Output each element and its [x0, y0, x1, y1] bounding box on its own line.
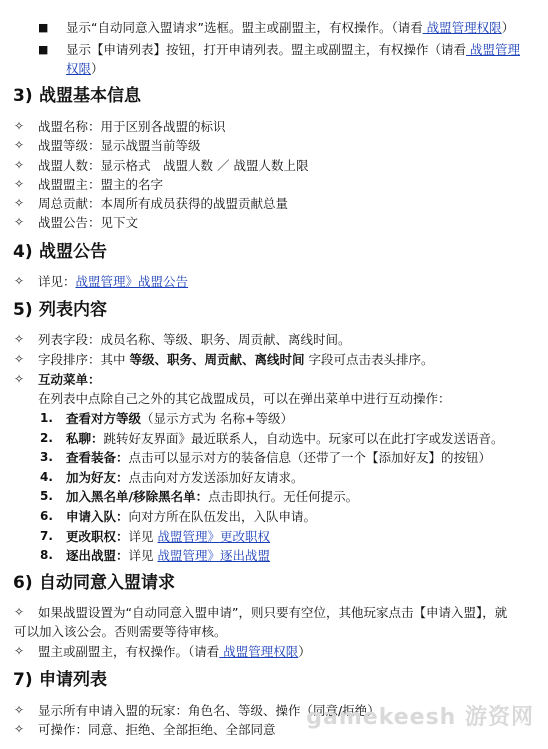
square-bullet-icon: ■	[38, 21, 49, 34]
section-6-heading: 6) 自动同意入盟请求	[13, 573, 175, 593]
diamond-bullet-icon: ✧	[14, 119, 25, 133]
diamond-bullet-icon: ✧	[14, 196, 25, 210]
diamond-bullet-icon: ✧	[14, 177, 25, 191]
diamond-bullet-icon: ✧	[14, 644, 25, 658]
permission-link[interactable]: 战盟管理权限	[219, 644, 299, 659]
bullet-text: 显示【申请列表】按钮，打开申请列表。盟主或副盟主，有权操作（请看	[66, 42, 467, 57]
change-role-link[interactable]: 战盟管理》更改职权	[157, 529, 271, 544]
diamond-bullet-icon: ✧	[14, 722, 25, 736]
square-bullet-icon: ■	[38, 43, 49, 56]
diamond-bullet-icon: ✧	[14, 138, 25, 152]
diamond-bullet-icon: ✧	[14, 605, 25, 619]
diamond-bullet-icon: ✧	[14, 215, 25, 229]
diamond-bullet-icon: ✧	[14, 274, 25, 288]
diamond-bullet-icon: ✧	[14, 332, 25, 346]
bullet-text: 显示“自动同意入盟请求”选框。盟主或副盟主，有权操作。（请看	[66, 20, 423, 35]
section-4-heading: 4) 战盟公告	[13, 242, 107, 262]
section-5-heading: 5) 列表内容	[13, 300, 107, 320]
top-bullet-2: ■ 显示【申请列表】按钮，打开申请列表。盟主或副盟主，有权操作（请看 战盟管理权限）	[38, 42, 520, 76]
watermark: gamekeesh 游资网	[306, 705, 534, 730]
section-3-heading: 3) 战盟基本信息	[13, 86, 141, 106]
diamond-bullet-icon: ✧	[14, 158, 25, 172]
document-page: ■ 显示“自动同意入盟请求”选框。盟主或副盟主，有权操作。（请看 战盟管理权限） ■ 显示【申请列表】按钮，打开申请列表。盟主或副盟主，有权操作（请看 战盟管理权限） 3) 战盟基本信息 ✧ 战盟名称：用于区别各战盟的标识 ✧ 战盟等级：显示战盟当前等级 ✧ 战盟人数：显示格式 战盟人数 ／ 战盟人数上限 ✧ 战盟盟主：盟主的名字 ✧ 周总贡献：本周所有成员获得的战盟贡献总量 ✧ 战盟公告：见下文 4) 战盟公告 ✧ 详见：战盟管理》战盟公告 5) 列表内容 ✧ 列表字段：成员名称、等级、职务、周贡献、离线时间。 ✧ 字段排序：其中 等级、职务、周贡献、离线时间 字段可点击表头排序。 ✧ 互动菜单： 在列表中点除自己之外的其它战盟成员，可以在弹出菜单中进行互动操作： 1. 查看对方等级（显示方式为 名称+等级） 2. 私聊：跳转好友界面》最近联系人，自动选中。玩家可以在此打字或发送语音。 3. 查看装备：点击可以显示对方的装备信息（还带了一个【添加好友】的按钮） 4. 加为好友：点击向对方发送添加好友请求。 5. 加入黑名单/移除黑名单：点击即执行。无任何提示。 6. 申请入队：向对方所在队伍发出，入队申请。 7. 更改职权：详见 战盟管理》更改职权 8. 逐出战盟：详见 战盟管理》逐出战盟 6) 自动同意入盟请求 ✧ 如果战盟设置为“自动同意入盟申请”，则只要有空位，其他玩家点击【申请入盟】，就 可以加入该公会。否则需要等待审核。 ✧ 盟主或副盟主，有权操作。（请看 战盟管理权限） 7) 申请列表 ✧ 显示所有申请入盟的玩家：角色名、等级、操作（同意/拒绝） ✧ 可操作：同意、拒绝、全部拒绝、全部同意 gamekeesh 游资网	[0, 0, 548, 749]
section-7-heading: 7) 申请列表	[13, 670, 107, 690]
expel-member-link[interactable]: 战盟管理》逐出战盟	[157, 548, 271, 563]
announcement-link[interactable]: 战盟管理》战盟公告	[75, 274, 189, 289]
permission-link[interactable]: 战盟管理权限	[66, 42, 520, 76]
diamond-bullet-icon: ✧	[14, 703, 25, 717]
diamond-bullet-icon: ✧	[14, 372, 25, 386]
diamond-bullet-icon: ✧	[14, 352, 25, 366]
permission-link[interactable]: 战盟管理权限	[422, 20, 502, 35]
